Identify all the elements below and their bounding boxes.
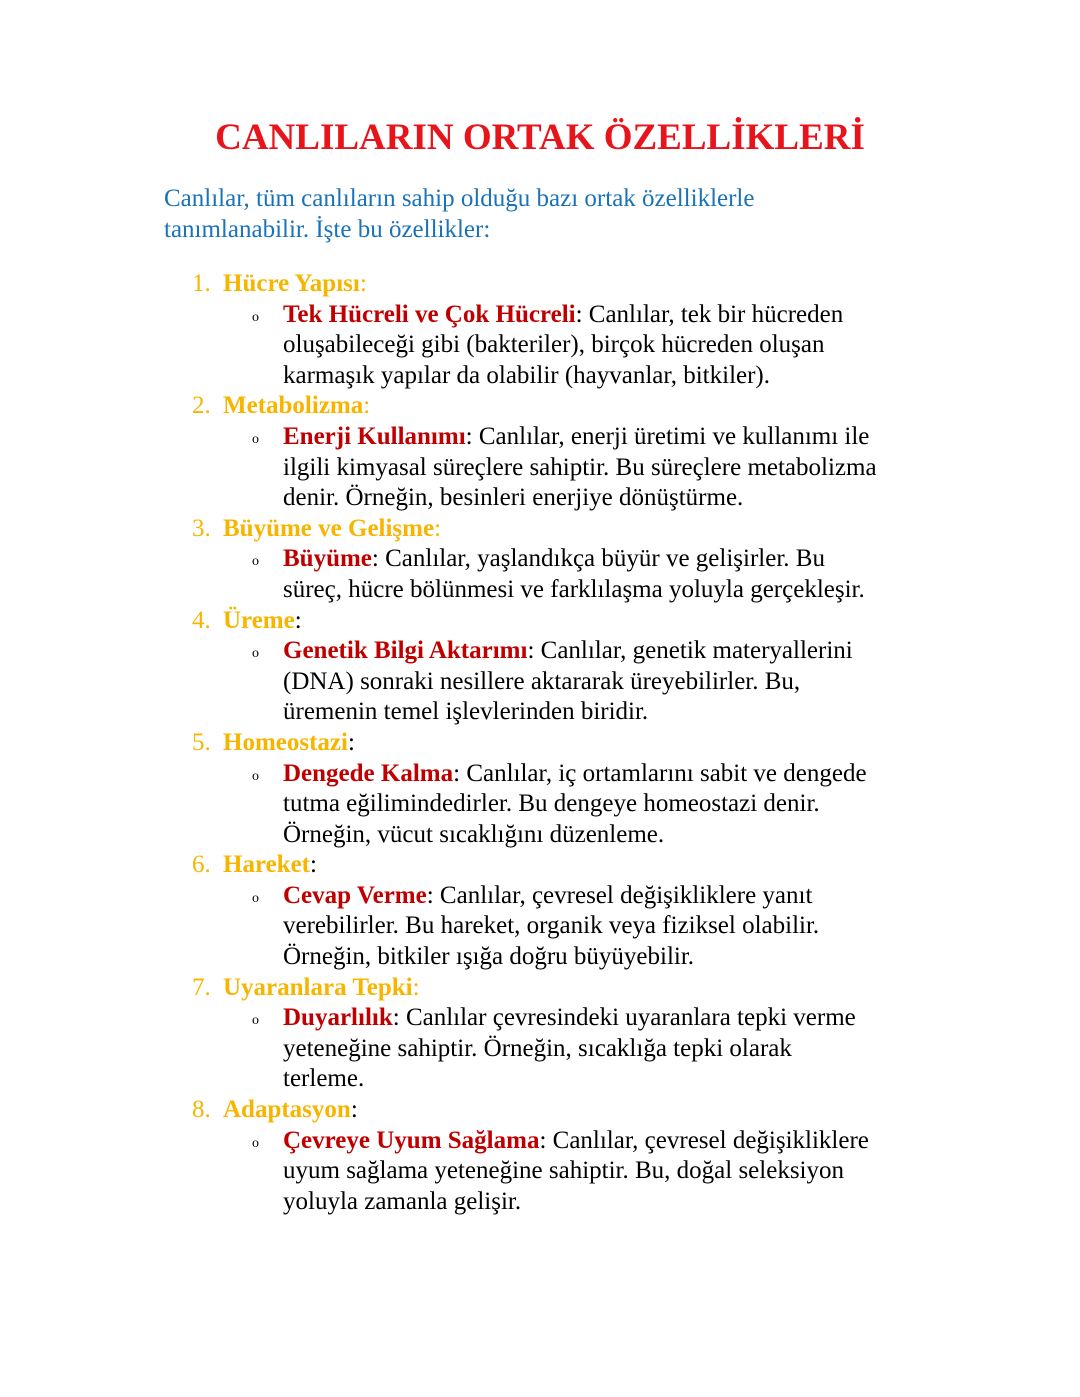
item-number: 4.: [192, 606, 211, 634]
intro-line-2: tanımlanabilir. İşte bu özellikler:: [164, 216, 491, 243]
intro-line-1: Canlılar, tüm canlıların sahip olduğu bazı ortak özelliklerle: [164, 185, 755, 212]
item-colon: :: [359, 270, 367, 297]
circle-bullet-icon: o: [252, 768, 259, 784]
item-number: 2.: [192, 392, 211, 420]
item-number: 5.: [192, 728, 211, 756]
sub-item-title: Enerji Kullanımı: [283, 422, 466, 450]
sub-item-text: denir. Örneğin, besinleri enerjiye dönüştürme.: [283, 484, 744, 512]
circle-bullet-icon: o: [252, 1135, 259, 1151]
circle-bullet-icon: o: [252, 309, 259, 325]
page-title: CANLILARIN ORTAK ÖZELLİKLERİ: [215, 117, 865, 158]
sub-item-text: Örneğin, vücut sıcaklığını düzenleme.: [283, 820, 665, 848]
item-heading: Uyaranlara Tepki:: [223, 973, 420, 1001]
sub-item-text: oluşabileceği gibi (bakteriler), birçok hücreden oluşan: [283, 331, 825, 359]
item-heading: Büyüme ve Gelişme:: [223, 514, 442, 542]
sub-item-text: uyum sağlama yeteneğine sahiptir. Bu, doğal seleksiyon: [283, 1157, 844, 1185]
sub-item-text: tutma eğilimindedirler. Bu dengeye homeostazi denir.: [283, 790, 820, 818]
sub-item-text: terleme.: [283, 1065, 365, 1093]
item-colon: :: [350, 1096, 358, 1124]
list-item: [0, 514, 1080, 606]
list-item: [0, 269, 1080, 391]
sub-item-text: Örneğin, bitkiler ışığa doğru büyüyebilir.: [283, 943, 695, 971]
item-number: 3.: [192, 514, 211, 542]
item-colon: :: [434, 514, 442, 542]
sub-item-text: : Canlılar çevresindeki uyaranlara tepki verme: [392, 1004, 856, 1032]
sub-item-title: Genetik Bilgi Aktarımı: [283, 637, 528, 665]
sub-item-text: : Canlılar, yaşlandıkça büyür ve gelişirler. Bu: [371, 545, 825, 573]
item-heading: Üreme:: [223, 606, 302, 634]
circle-bullet-icon: o: [252, 554, 259, 570]
sub-item-text: süreç, hücre bölünmesi ve farklılaşma yoluyla gerçekleşir.: [283, 575, 865, 603]
item-colon: :: [347, 728, 355, 756]
sub-item-text: : Canlılar, genetik materyallerini: [527, 637, 853, 665]
item-number: 1.: [192, 270, 211, 297]
sub-item: [0, 636, 1080, 728]
sub-item-text: : Canlılar, çevresel değişikliklere yanıt: [426, 881, 813, 909]
circle-bullet-icon: o: [252, 646, 259, 662]
sub-item-title: Dengede Kalma: [283, 759, 454, 787]
sub-item: [0, 422, 1080, 514]
circle-bullet-icon: o: [252, 890, 259, 906]
sub-item-text: ilgili kimyasal süreçlere sahiptir. Bu süreçlere metabolizma: [283, 453, 877, 481]
sub-item-title: Büyüme: [283, 545, 372, 573]
sub-item-text: : Canlılar, enerji üretimi ve kullanımı ile: [465, 422, 870, 450]
intro-paragraph: [164, 183, 864, 245]
sub-item-title: Çevreye Uyum Sağlama: [283, 1126, 540, 1154]
item-colon: :: [412, 973, 420, 1001]
features-list: [0, 269, 1080, 1217]
sub-item-text: (DNA) sonraki nesillere aktararak üreyebilirler. Bu,: [283, 667, 801, 695]
item-colon: :: [310, 851, 317, 879]
sub-item-text: : Canlılar, tek bir hücreden: [575, 300, 844, 328]
list-item: [0, 606, 1080, 728]
sub-item-text: karmaşık yapılar da olabilir (hayvanlar, bitkiler).: [283, 361, 771, 389]
sub-item: [0, 759, 1080, 851]
sub-item: [0, 1003, 1080, 1095]
sub-item-title: Tek Hücreli ve Çok Hücreli: [283, 300, 576, 328]
item-colon: :: [363, 392, 371, 420]
circle-bullet-icon: o: [252, 431, 259, 447]
item-heading: Hareket:: [223, 851, 317, 879]
list-item: [0, 391, 1080, 513]
item-number: 7.: [192, 973, 211, 1001]
item-number: 8.: [192, 1096, 211, 1124]
list-item: [0, 728, 1080, 850]
sub-item-text: yoluyla zamanla gelişir.: [283, 1187, 522, 1215]
list-item: [0, 850, 1080, 972]
sub-item: [0, 881, 1080, 973]
list-item: [0, 973, 1080, 1095]
sub-item-title: Duyarlılık: [283, 1004, 393, 1032]
item-heading: Homeostazi:: [223, 728, 355, 756]
sub-item-text: verebilirler. Bu hareket, organik veya fiziksel olabilir.: [283, 912, 820, 940]
item-number: 6.: [192, 851, 211, 879]
circle-bullet-icon: o: [252, 1013, 259, 1029]
sub-item: [0, 1126, 1080, 1218]
sub-item-text: : Canlılar, çevresel değişikliklere: [539, 1126, 869, 1154]
item-heading: Metabolizma:: [223, 392, 371, 420]
item-heading: Adaptasyon:: [223, 1096, 358, 1124]
sub-item-text: : Canlılar, iç ortamlarını sabit ve dengede: [453, 759, 867, 787]
sub-item: [0, 300, 1080, 392]
sub-item-title: Cevap Verme: [283, 881, 427, 909]
list-item: [0, 1095, 1080, 1217]
sub-item-text: yeteneğine sahiptir. Örneğin, sıcaklığa tepki olarak: [283, 1034, 792, 1062]
sub-item: [0, 544, 1080, 605]
item-colon: :: [294, 606, 302, 634]
item-heading: Hücre Yapısı:: [223, 270, 367, 297]
sub-item-text: üremenin temel işlevlerinden biridir.: [283, 698, 649, 726]
